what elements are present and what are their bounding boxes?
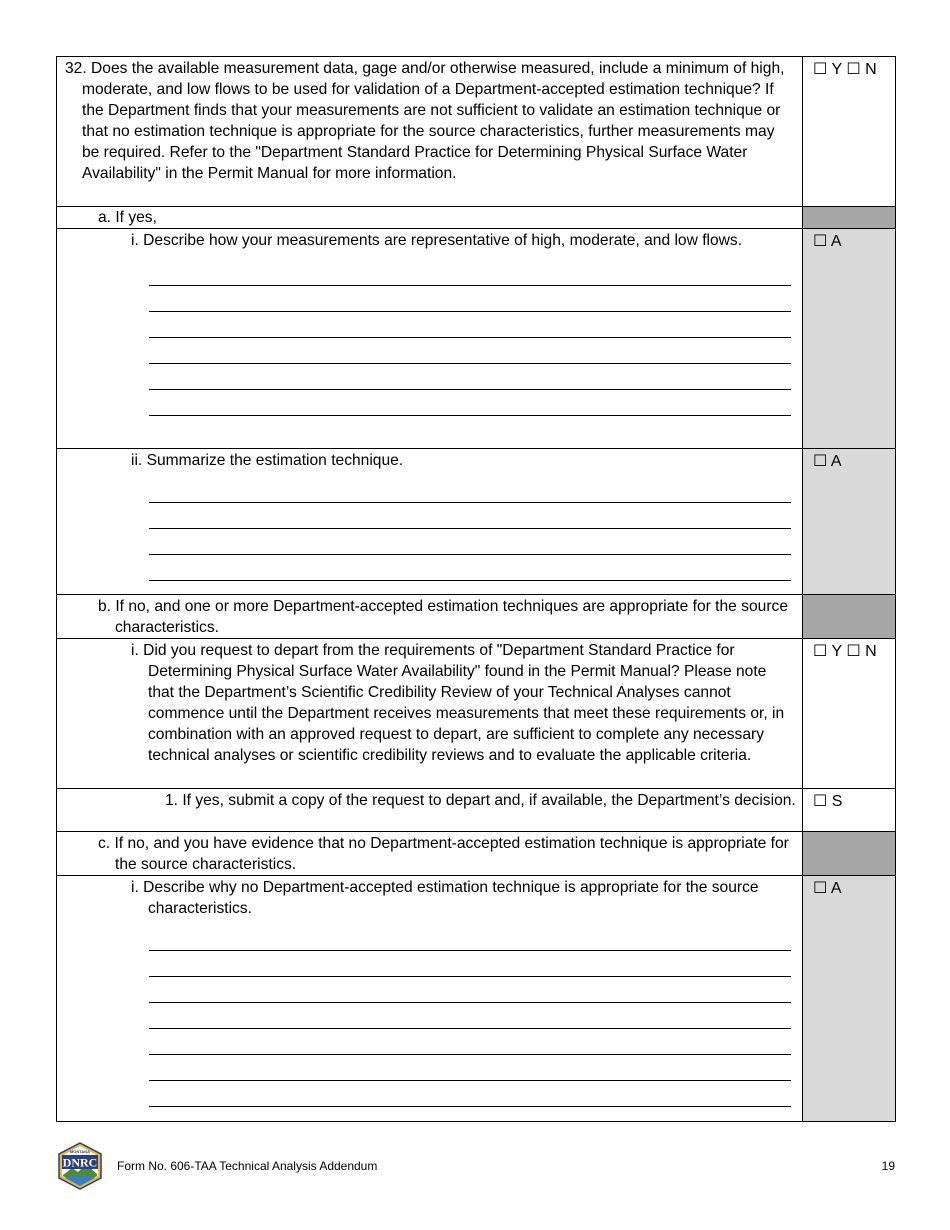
- form-table: [56, 56, 896, 1122]
- question-cell: [57, 229, 803, 449]
- answer-line[interactable]: [149, 1081, 791, 1107]
- sub-b-i-1-text: 1. If yes, submit a copy of the request to depart and, if available, the Department’s decision.: [165, 792, 796, 809]
- answer-line[interactable]: [149, 260, 791, 286]
- question-cell: [57, 449, 803, 595]
- sub-b-i-1-row: [57, 789, 896, 832]
- sub-b-row: [57, 595, 896, 639]
- answer-line[interactable]: [149, 977, 791, 1003]
- sub-a-text: a. If yes,: [98, 209, 157, 226]
- question-cell: [57, 595, 803, 639]
- sub-b-options: [803, 595, 896, 639]
- answer-line[interactable]: [149, 477, 791, 503]
- question-32-row: [57, 57, 896, 207]
- question-cell: [57, 876, 803, 1122]
- sub-a-ii-options[interactable]: ☐ A: [803, 449, 896, 595]
- question-cell: [57, 639, 803, 789]
- answer-line[interactable]: [149, 364, 791, 390]
- answer-line[interactable]: [149, 1003, 791, 1029]
- answer-line[interactable]: [149, 312, 791, 338]
- sub-b-i-1-options[interactable]: ☐ S: [803, 789, 896, 832]
- question-cell: [57, 789, 803, 832]
- sub-a-i-text: i. Describe how your measurements are representative of high, moderate, and low flows.: [131, 232, 743, 249]
- sub-a-row: [57, 207, 896, 229]
- sub-b-i-options[interactable]: ☐ Y ☐ N: [803, 639, 896, 789]
- answer-line[interactable]: [149, 338, 791, 364]
- sub-c-i-text: i. Describe why no Department-accepted estimation technique is appropriate for the source characteristics.: [131, 879, 759, 917]
- question-cell: [57, 832, 803, 876]
- page-number: 19: [881, 1159, 895, 1173]
- sub-c-row: [57, 832, 896, 876]
- sub-c-options: [803, 832, 896, 876]
- question-32-text: 32. Does the available measurement data, gage and/or otherwise measured, include a minimum of high, moderate, and low flows to be used for validation of a Department-accepted estimation technique? If the Department finds that your measurements are not sufficient to validate an estimation technique or that no estimation technique is appropriate for the source characteristics, further measurements may be required. Refer to the "Department Standard Practice for Determining Physical Surface Water Availability" in the Permit Manual for more information.: [65, 60, 785, 182]
- answer-line[interactable]: [149, 286, 791, 312]
- answer-line[interactable]: [149, 390, 791, 416]
- answer-lines[interactable]: [149, 260, 791, 416]
- question-cell: [57, 57, 803, 207]
- page-footer: [56, 1142, 895, 1190]
- sub-c-i-row: [57, 876, 896, 1122]
- form-label: Form No. 606-TAA Technical Analysis Addendum: [117, 1159, 378, 1173]
- answer-lines[interactable]: [149, 477, 791, 581]
- sub-c-text: c. If no, and you have evidence that no Department-accepted estimation technique is appropriate for the source characteristics.: [98, 835, 789, 873]
- answer-lines[interactable]: [149, 925, 791, 1107]
- logo-top-text: MONTANA: [69, 1149, 91, 1154]
- dnrc-logo-icon: [56, 1142, 104, 1190]
- answer-line[interactable]: [149, 951, 791, 977]
- sub-a-ii-text: ii. Summarize the estimation technique.: [131, 452, 404, 469]
- sub-b-text: b. If no, and one or more Department-accepted estimation techniques are appropriate for the source characteristics.: [98, 598, 788, 636]
- answer-line[interactable]: [149, 1055, 791, 1081]
- answer-line[interactable]: [149, 1029, 791, 1055]
- answer-line[interactable]: [149, 503, 791, 529]
- logo-text: DNRC: [62, 1155, 98, 1170]
- sub-a-i-options[interactable]: ☐ A: [803, 229, 896, 449]
- sub-a-i-row: [57, 229, 896, 449]
- answer-line[interactable]: [149, 555, 791, 581]
- answer-line[interactable]: [149, 925, 791, 951]
- sub-b-i-text: i. Did you request to depart from the requirements of "Department Standard Practice for Determining Physical Surface Water Availability" found in the Permit Manual? Please note that the Department’s Scientific Credibility Review of your Technical Analyses cannot commence until the Department receives measurements that meet these requirements or, in combination with an approved request to depart, are sufficient to complete any necessary technical analyses or scientific credibility reviews and to evaluate the applicable criteria.: [131, 642, 785, 764]
- sub-a-ii-row: [57, 449, 896, 595]
- sub-a-options: [803, 207, 896, 229]
- question-32-options[interactable]: ☐ Y ☐ N: [803, 57, 896, 207]
- sub-c-i-options[interactable]: ☐ A: [803, 876, 896, 1122]
- question-cell: [57, 207, 803, 229]
- sub-b-i-row: [57, 639, 896, 789]
- answer-line[interactable]: [149, 529, 791, 555]
